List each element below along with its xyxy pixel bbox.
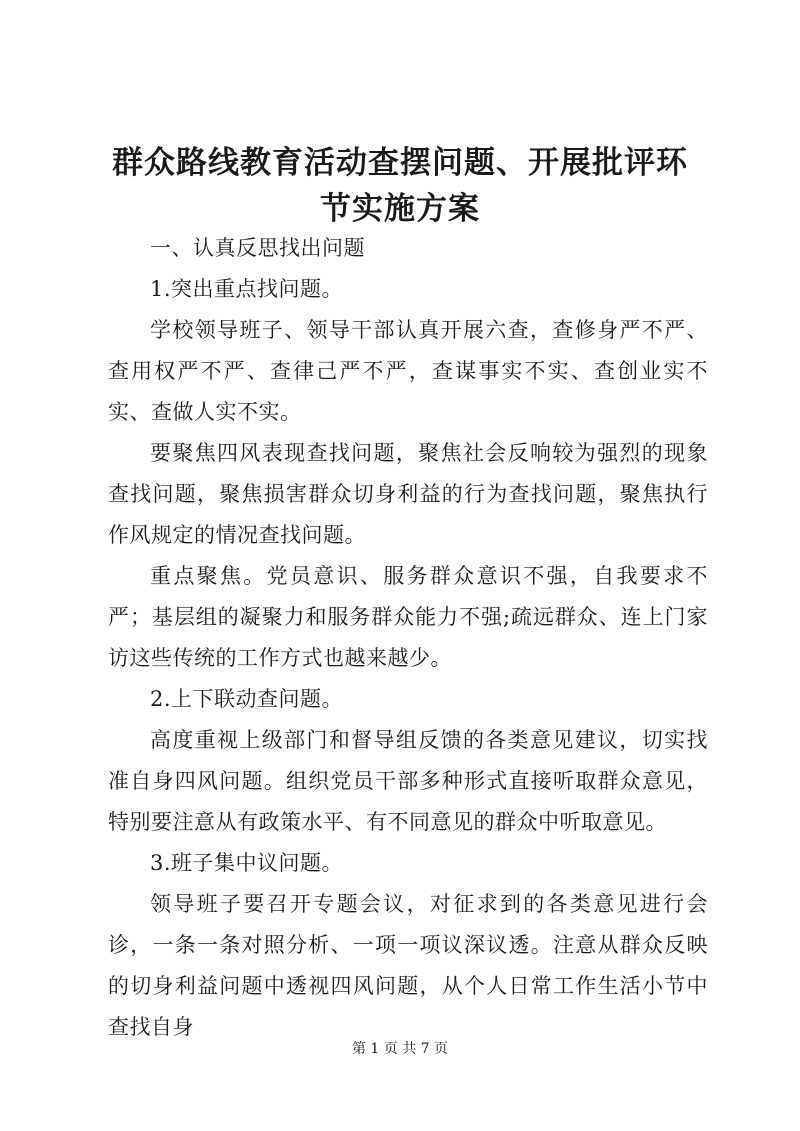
section-heading: 一、认真反思找出问题	[150, 236, 365, 260]
body-paragraph: 重点聚焦。党员意识、服务群众意识不强，自我要求不严；基层组的凝聚力和服务群众能力不强;疏远群众、连上门家访这些传统的工作方式也越来越少。	[108, 564, 708, 670]
body-paragraph: 高度重视上级部门和督导组反馈的各类意见建议，切实找准自身四风问题。组织党员干部多种形式直接听取群众意见，特别要注意从有政策水平、有不同意见的群众中听取意见。	[108, 728, 708, 834]
subsection-heading: 3.班子集中议问题。	[150, 851, 344, 875]
page-footer: 第 1 页 共 7 页	[351, 1041, 449, 1057]
body-paragraph: 领导班子要召开专题会议，对征求到的各类意见进行会诊，一条一条对照分析、一项一项议深议透。注意从群众反映的切身利益问题中透视四风问题，从个人日常工作生活小节中查找自身	[108, 892, 708, 1039]
body-paragraph: 学校领导班子、领导干部认真开展六查，查修身严不严、查用权严不严、查律己严不严，查谋事实不实、查创业实不实、查做人实不实。	[108, 318, 708, 424]
document-body	[108, 228, 708, 1048]
document-title: 群众路线教育活动查摆问题、开展批评环节实施方案	[112, 145, 688, 227]
body-paragraph: 要聚焦四风表现查找问题，聚焦社会反响较为强烈的现象查找问题，聚焦损害群众切身利益的行为查找问题，聚焦执行作风规定的情况查找问题。	[108, 441, 708, 547]
subsection-heading: 2.上下联动查问题。	[150, 687, 344, 711]
subsection-heading: 1.突出重点找问题。	[150, 277, 344, 301]
